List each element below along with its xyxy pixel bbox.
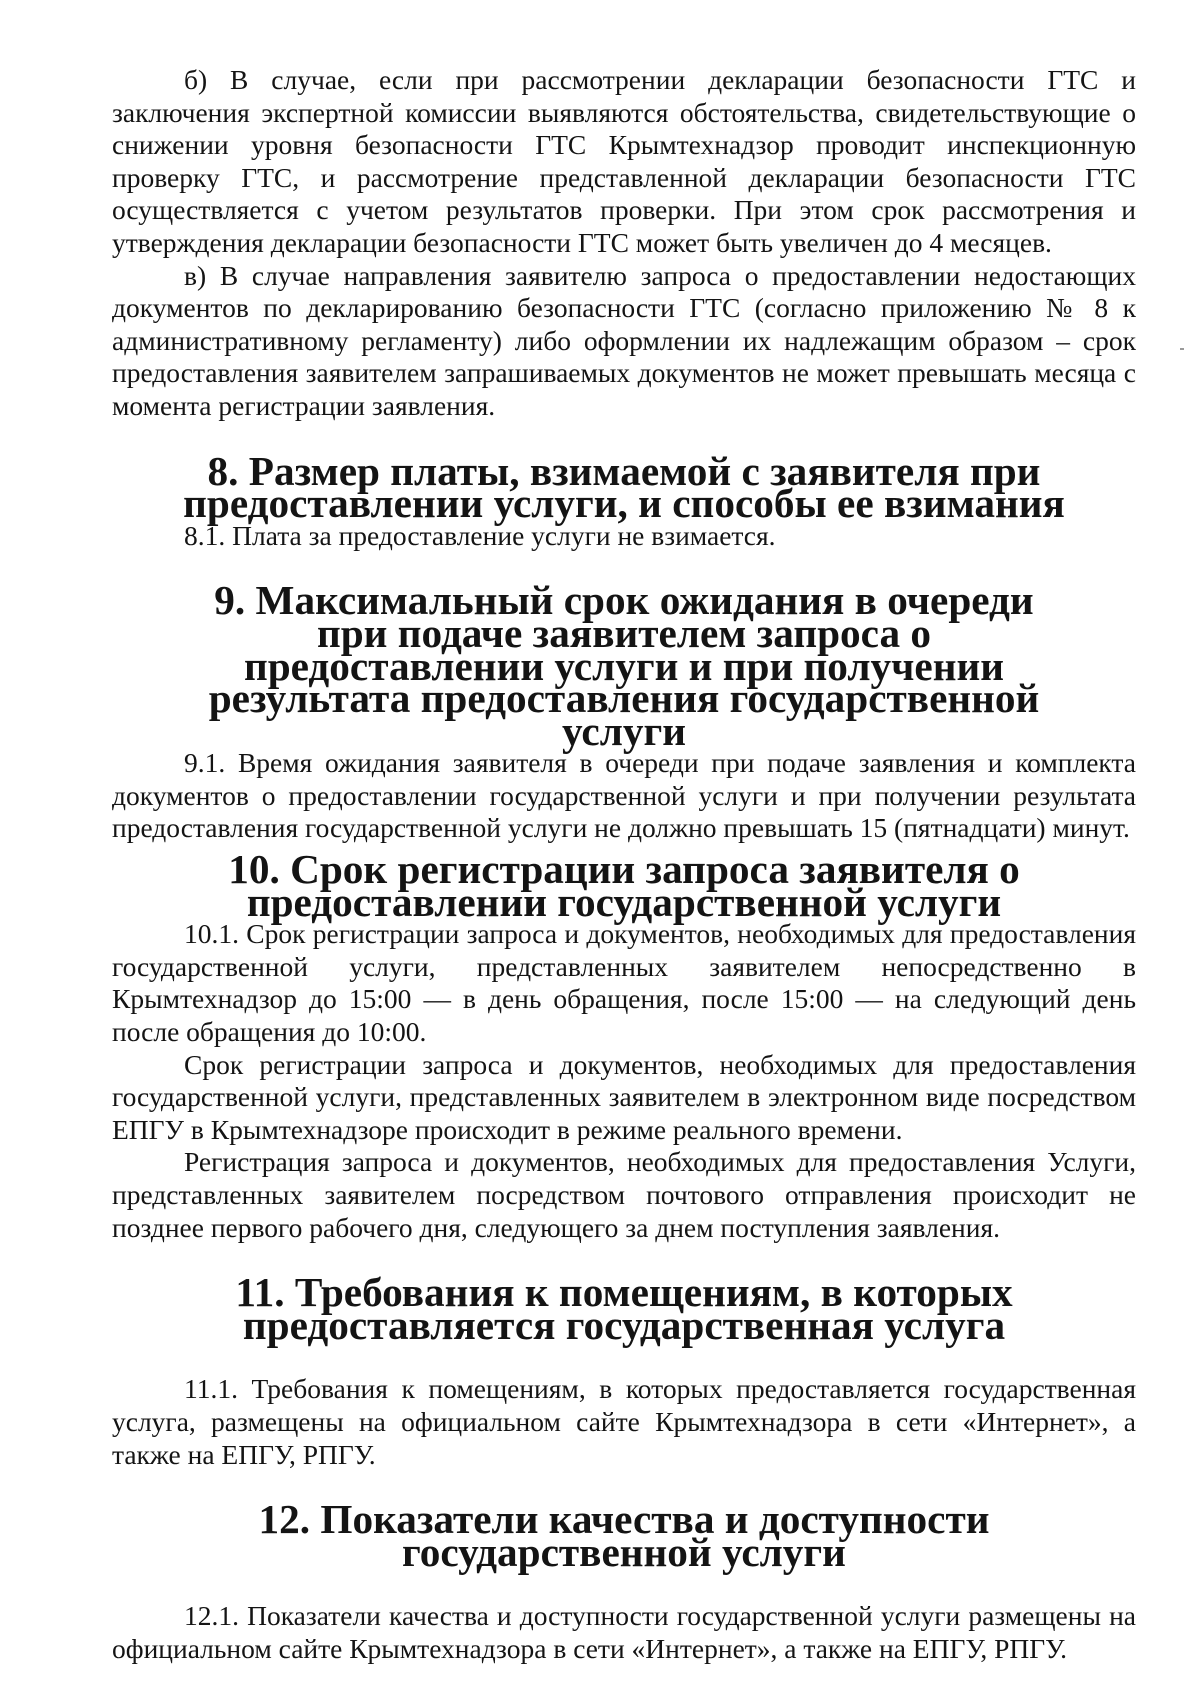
paragraph-10-1: 10.1. Срок регистрации запроса и документов, необходимых для предоставления государственной услуги, представленных заявителем непосредственно в Крымтехнадзор до 15:00 — в день обращения, после 15:00 — на следующий день после обращения до 10:00. bbox=[112, 918, 1136, 1048]
paragraph-12-1: 12.1. Показатели качества и доступности государственной услуги размещены на официальном сайте Крымтехнадзора в сети «Интернет», а также на ЕПГУ, РПГУ. bbox=[112, 1600, 1136, 1664]
section-10-heading: 10. Срок регистрации запроса заявителя о предоставлении государственной услуги bbox=[228, 846, 1020, 925]
paragraph-10-electronic: Срок регистрации запроса и документов, необходимых для предоставления государственной услуги, представленных заявителем в электронном виде посредством ЕПГУ в Крымтехнадзоре происходит в режиме реального времени. bbox=[112, 1048, 1136, 1145]
scan-margin-mark bbox=[1180, 348, 1184, 350]
paragraph-v-missing-documents: в) В случае направления заявителю запроса о предоставлении недостающих документов по декларированию безопасности ГТС (согласно приложению № 8 к административному регламенту) либо оформлении их надлежащим образом – срок предоставления заявителем запрашиваемых документов не может превышать месяца с момента регистрации заявления. bbox=[112, 259, 1136, 421]
section-12-heading: 12. Показатели качества и доступности государственной услуги bbox=[258, 1496, 990, 1575]
paragraph-11-1: 11.1. Требования к помещениям, в которых предоставляется государственная услуга, размещены на официальном сайте Крымтехнадзора в сети «Интернет», а также на ЕПГУ, РПГУ. bbox=[112, 1373, 1136, 1470]
section-11-heading: 11. Требования к помещениям, в которых предоставляется государственная услуга bbox=[235, 1269, 1013, 1348]
paragraph-8-1: 8.1. Плата за предоставление услуги не взимается. bbox=[184, 519, 776, 551]
section-9-heading: 9. Максимальный срок ожидания в очереди при подаче заявителем запроса о предоставлении услуги и при получении результата предоставления государственной услуги bbox=[208, 577, 1040, 754]
paragraph-10-postal: Регистрация запроса и документов, необходимых для предоставления Услуги, представленных заявителем посредством почтового отправления происходит не позднее первого рабочего дня, следующего за днем поступления заявления. bbox=[112, 1146, 1136, 1243]
document-page bbox=[112, 64, 1136, 1666]
section-8-heading: 8. Размер платы, взимаемой с заявителя при предоставлении услуги, и способы ее взимания bbox=[183, 447, 1065, 527]
paragraph-9-1: 9.1. Время ожидания заявителя в очереди при подаче заявления и комплекта документов о предоставлении государственной услуги и при получении результата предоставления государственной услуги не должно превышать 15 (пятнадцати) минут. bbox=[112, 747, 1136, 844]
paragraph-b-safety-declaration: б) В случае, если при рассмотрении декларации безопасности ГТС и заключения экспертной комиссии выявляются обстоятельства, свидетельствующие о снижении уровня безопасности ГТС Крымтехнадзор проводит инспекционную проверку ГТС, и рассмотрение представленной декларации безопасности ГТС осуществляется с учетом результатов проверки. При этом срок рассмотрения и утверждения декларации безопасности ГТС может быть увеличен до 4 месяцев. bbox=[112, 64, 1136, 258]
